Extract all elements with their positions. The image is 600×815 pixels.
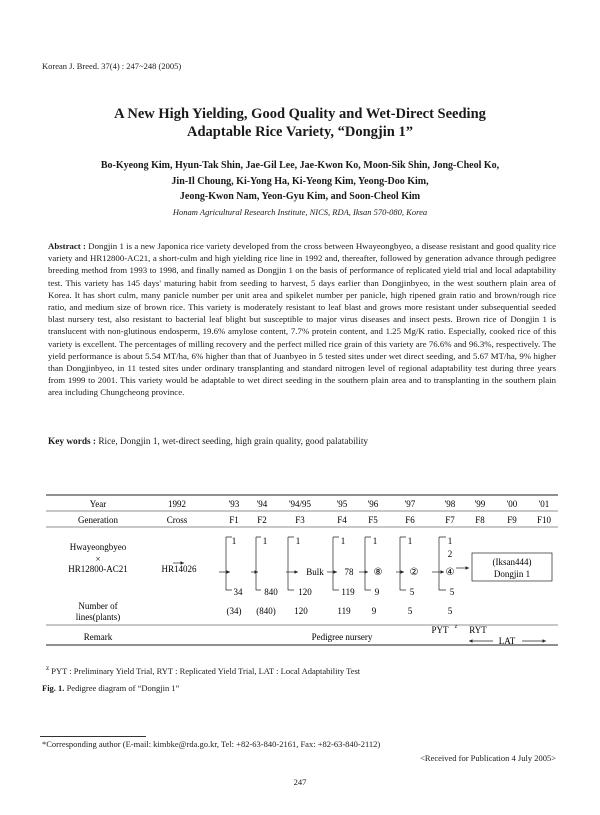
- year-cell: '94/95: [288, 499, 312, 509]
- generation-cell: F3: [295, 515, 305, 525]
- bracket-top: 1: [295, 536, 301, 546]
- bracket-bottom: 34: [233, 587, 243, 597]
- remark-ryt: RYT: [469, 625, 487, 635]
- year-label: Year: [89, 499, 107, 509]
- bracket-f3: [288, 537, 294, 590]
- footnote-divider: [40, 736, 146, 737]
- bracket-top: 1: [447, 536, 453, 546]
- lines-label-2: lines(plants): [75, 612, 121, 622]
- lines-value: 119: [337, 606, 351, 616]
- year-cell: 1992: [168, 499, 186, 509]
- selected-line: ②: [409, 567, 419, 578]
- bracket-bottom: 840: [264, 587, 278, 597]
- year-cell: '93: [228, 499, 240, 509]
- year-cell: '01: [538, 499, 550, 509]
- bracket-bottom: 5: [409, 587, 415, 597]
- keywords-label: Key words :: [48, 437, 97, 447]
- lines-value: (840): [256, 606, 276, 616]
- final-line-code: (Iksan444): [492, 557, 532, 567]
- keywords-text: Rice, Dongjin 1, wet-direct seeding, high grain quality, good palatability: [96, 437, 369, 447]
- remark-label: Remark: [83, 632, 113, 642]
- generation-cell: F6: [405, 515, 415, 525]
- pedigree-diagram: [46, 493, 566, 661]
- bulk-label: Bulk: [306, 567, 324, 577]
- parent-male: HR12800-AC21: [68, 564, 128, 574]
- generation-cell: F1: [229, 515, 239, 525]
- lines-value: 5: [447, 606, 453, 616]
- remark-superscript: z: [454, 624, 458, 630]
- bracket-top: 1: [231, 536, 237, 546]
- selected-line: ⑧: [373, 567, 383, 578]
- received-date: <Received for Publication 4 July 2005>: [420, 753, 556, 763]
- pedigree-figure: [46, 493, 566, 661]
- abstract-label: Abstract :: [48, 241, 86, 251]
- bracket-row-2: 2: [447, 549, 453, 559]
- remark-pedigree: Pedigree nursery: [311, 632, 373, 642]
- bracket-bottom: 5: [449, 587, 455, 597]
- paper-title: [40, 105, 560, 141]
- affiliation: Honam Agricultural Research Institute, NICS, RDA, Iksan 570-080, Korea: [172, 207, 428, 217]
- generation-cell: Cross: [166, 515, 188, 525]
- lines-value: 9: [371, 606, 377, 616]
- bracket-f4: [333, 537, 339, 590]
- page-number: 247: [293, 777, 307, 787]
- remark-pyt: PYT: [431, 625, 449, 635]
- year-cell: '96: [367, 499, 379, 509]
- bracket-f7: [439, 537, 446, 590]
- year-cell: '94: [256, 499, 268, 509]
- year-cell: '97: [404, 499, 416, 509]
- cross-name: HR14026: [161, 564, 197, 574]
- abstract: [48, 240, 556, 399]
- journal-citation: Korean J. Breed. 37(4) : 247~248 (2005): [42, 61, 182, 71]
- generation-cell: F5: [368, 515, 378, 525]
- remark-lat: LAT: [498, 636, 516, 646]
- lines-value: (34): [226, 606, 242, 616]
- lines-value: 5: [407, 606, 413, 616]
- caption-label: Fig. 1.: [42, 683, 65, 693]
- generation-label: Generation: [78, 515, 118, 525]
- cross-sign: ×: [95, 554, 101, 564]
- bracket-top: 1: [340, 536, 346, 546]
- generation-cell: F7: [445, 515, 455, 525]
- selected-line: 78: [344, 567, 354, 577]
- authors-line-1: Bo-Kyeong Kim, Hyun-Tak Shin, Jae-Gil Lee, Jae-Kwon Ko, Moon-Sik Shin, Jong-Cheol Ko,: [100, 160, 500, 171]
- footnote-text: PYT : Preliminary Yield Trial, RYT : Replicated Yield Trial, LAT : Local Adaptability Test: [49, 665, 361, 676]
- generation-cell: F8: [475, 515, 485, 525]
- final-variety-name: Dongjin 1: [493, 569, 531, 579]
- bracket-top: 1: [262, 536, 268, 546]
- authors-line-3: Jeong-Kwon Nam, Yeon-Gyu Kim, and Soon-Cheol Kim: [179, 191, 421, 202]
- lines-value: 120: [294, 606, 308, 616]
- bracket-f6: [400, 537, 406, 590]
- generation-cell: F4: [337, 515, 347, 525]
- year-cell: '99: [474, 499, 486, 509]
- year-cell: '00: [506, 499, 518, 509]
- authors-line-2: Jin-Il Choung, Ki-Yong Ha, Ki-Yeong Kim, Yeong-Doo Kim,: [171, 175, 429, 187]
- bracket-bottom: 9: [374, 587, 380, 597]
- bracket-top: 1: [407, 536, 413, 546]
- abstract-text: Dongjin 1 is a new Japonica rice variety developed from the cross between Hwayeongbyeo, a disease resistant and good quality rice variety and HR12800-AC21, a short-culm and high yielding rice line in 1992 and, thereafter, followed by generation advance through pedigree breeding method from 1993 to 1998, and finally named as Dongjin 1 on the basis of performance of replicated yield trial and local adaptability test. This variety has 145 days' maturing habit from seeding to harvest, 5 days earlier than Dongjinbyeo, in the west southern plain area of Korea. It has short culm, many panicle number per unit area and spikelet number per panicle, high ripened grain ratio and brown/rough rice ratio, and medium size of brown rice. This variety is moderately resistant to leaf blast and grows more resistant under subsequential seeded blast nursery test, also resistant to bacterial leaf blight but susceptible to major virus diseases and insect pests. Brown rice of Dongjin 1 is translucent with non-glutinous endosperm, 19.6% amylose content, 7.7% protein content, and 1.25 Mg/K ratio. Especially, cooked rice of this variety is excellent. The percentages of milling recovery and the perfect milled rice grain of this variety are 76.6% and 96.3%, respectively. The yield performance is about 5.54 MT/ha, 6% higher than that of Juanbyeo in 5 tested sites under wet direct seeding, and 5.67 MT/ha, 9% higher than Dongjinbyeo, in 11 tested sites under ordinary transplanting and standard nitrogen level of regional adaptability test during three years from 1999 to 2001. This variety would be adaptable to wet direct seeding in the southern plain area and to transplanting in the southern plain area including Chungcheong province.: [48, 241, 556, 398]
- selected-line: ④: [445, 567, 455, 578]
- figure-caption: [42, 683, 179, 693]
- bracket-top: 1: [372, 536, 378, 546]
- bracket-bottom: 119: [341, 587, 355, 597]
- bracket-f2: [256, 537, 261, 590]
- corresponding-author: *Corresponding author (E-mail: kimbke@rda.go.kr, Tel: +82-63-840-2161, Fax: +82-63-840-2112): [42, 739, 381, 749]
- generation-cell: F10: [536, 515, 552, 525]
- lines-label-1: Number of: [78, 601, 118, 611]
- year-cell: '98: [444, 499, 456, 509]
- generation-cell: F9: [507, 515, 517, 525]
- year-cell: '95: [336, 499, 348, 509]
- author-list: [40, 158, 560, 205]
- title-line-2: Adaptable Rice Variety, “Dongjin 1”: [187, 124, 413, 140]
- figure-footnote: [46, 664, 360, 676]
- bracket-bottom: 120: [298, 587, 312, 597]
- footnote-superscript: z: [46, 664, 50, 672]
- generation-cell: F2: [257, 515, 267, 525]
- parent-female: Hwayeongbyeo: [69, 542, 127, 552]
- caption-text: Pedigree diagram of “Dongjin 1”: [64, 683, 180, 693]
- keywords: [48, 437, 556, 447]
- bracket-f5: [365, 537, 371, 590]
- title-line-1: A New High Yielding, Good Quality and Wet-Direct Seeding: [114, 106, 486, 122]
